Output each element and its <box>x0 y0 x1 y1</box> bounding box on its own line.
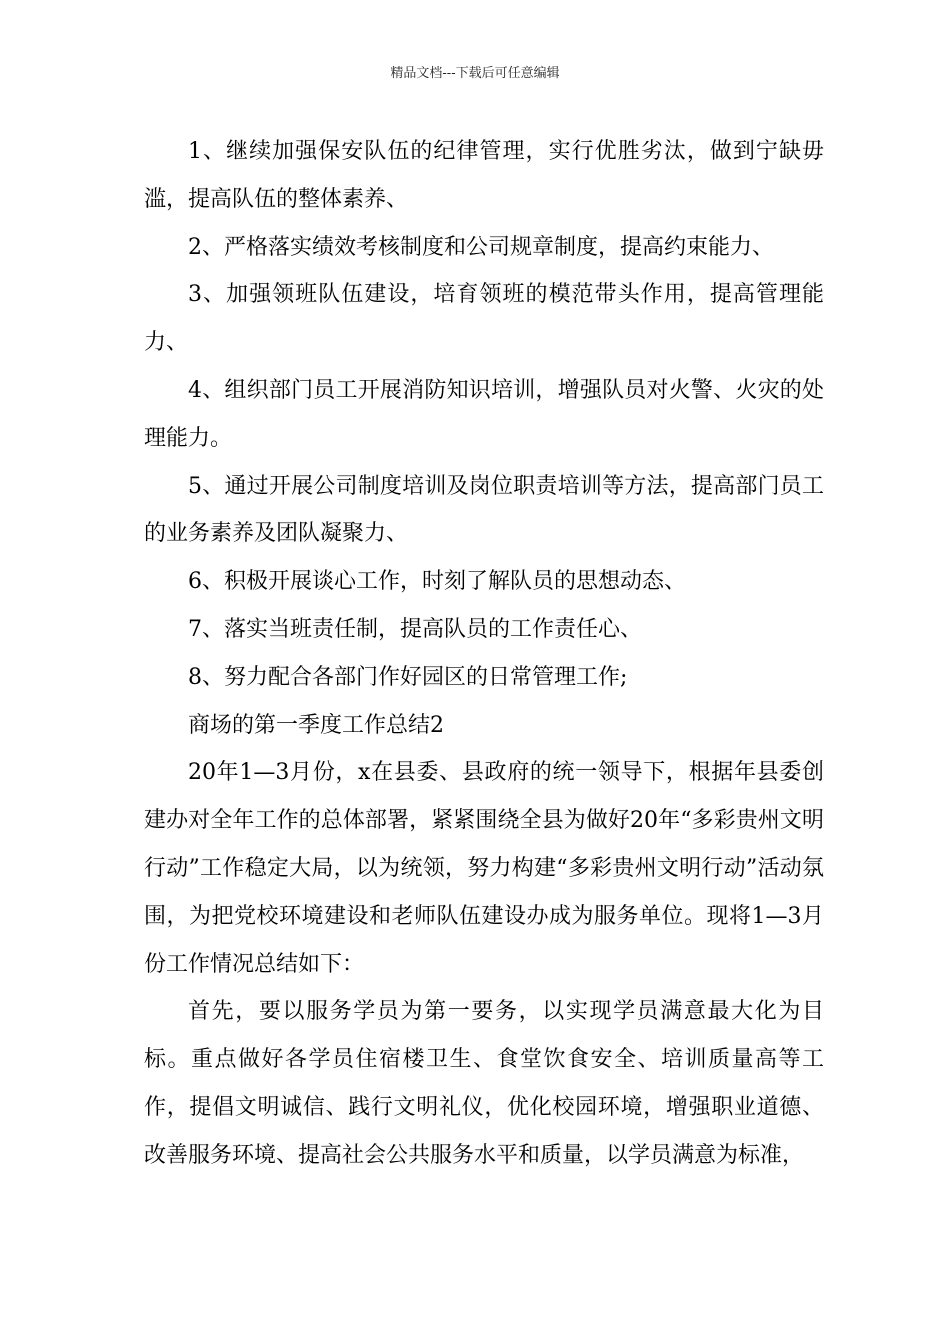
section-title: 商场的第一季度工作总结2 <box>188 712 444 738</box>
paragraph-item-2: 2、严格落实绩效考核制度和公司规章制度，提高约束能力、 <box>188 234 774 260</box>
paragraph-item-7: 7、落实当班责任制，提高队员的工作责任心、 <box>188 616 642 642</box>
paragraph-item-4: 4、组织部门员工开展消防知识培训，增强队员对火警、火灾的处理能力。 <box>144 377 824 451</box>
paragraph-intro: 20年1—3月份，x在县委、县政府的统一领导下，根据年县委创建办对全年工作的总体部署，紧紧围绕全县为做好20年“多彩贵州文明行动”工作稳定大局，以为统领，努力构建“多彩贵州文明行动”活动氛围，为把党校环境建设和老师队伍建设办成为服务单位。现将1—3月份工作情况总结如下： <box>144 760 824 977</box>
paragraph-item-1: 1、继续加强保安队伍的纪律管理，实行优胜劣汰，做到宁缺毋滥，提高队伍的整体素养、 <box>144 139 824 212</box>
paragraph-item-6: 6、积极开展谈心工作，时刻了解队员的思想动态、 <box>188 569 686 595</box>
paragraph-first: 首先，要以服务学员为第一要务，以实现学员满意最大化为目标。重点做好各学员住宿楼卫生、食堂饮食安全、培训质量高等工作，提倡文明诚信、践行文明礼仪，优化校园环境，增强职业道德、改善服务环境、提高社会公共服务水平和质量，以学员满意为标准， <box>144 999 824 1168</box>
paragraph-item-3: 3、加强领班队伍建设，培育领班的模范带头作用，提高管理能力、 <box>144 282 824 356</box>
paragraph-item-5: 5、通过开展公司制度培训及岗位职责培训等方法，提高部门员工的业务素养及团队凝聚力、 <box>144 473 824 547</box>
document-body <box>144 128 824 1180</box>
page-header: 精品文档---下载后可任意编辑 <box>390 66 560 81</box>
paragraph-item-8: 8、努力配合各部门作好园区的日常管理工作; <box>188 664 628 690</box>
